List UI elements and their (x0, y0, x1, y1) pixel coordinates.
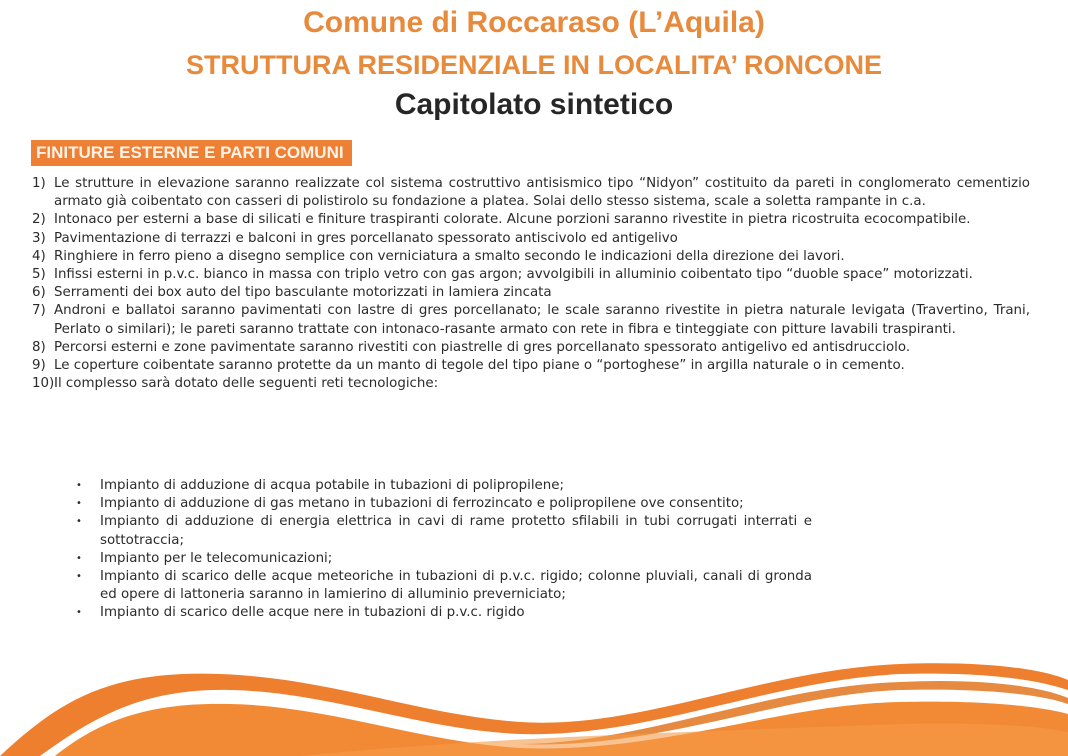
list-item (32, 339, 1030, 357)
document-heading: Capitolato sintetico (394, 88, 674, 121)
bullet-text: Impianto di scarico delle acque meteoriche in tubazioni di p.v.c. rigido; colonne pluviali, canali di gronda ed opere di lattoneria saranno in lamierino di alluminio preverniciato; (100, 569, 812, 603)
item-number: 9) (32, 358, 46, 374)
bullet-icon: • (76, 480, 82, 491)
document-title: Comune di Roccaraso (L’Aquila) (303, 6, 765, 39)
bullet-text: Impianto di adduzione di gas metano in tubazioni di ferrozincato e polipropilene ove consentito; (100, 496, 744, 512)
item-number: 8) (32, 339, 46, 355)
list-item (32, 175, 1030, 211)
item-text: Percorsi esterni e zone pavimentate saranno rivestiti con piastrelle di gres porcellanato spessorato antigelivo ed antisdrucciolo. (54, 339, 911, 355)
item-text: Le coperture coibentate saranno protette da un manto di tegole del tipo piane o “portoghese” in argilla naturale o in cemento. (54, 358, 905, 374)
item-number: 3) (32, 230, 46, 246)
list-item (32, 284, 1030, 302)
item-text: Pavimentazione di terrazzi e balconi in gres porcellanato spessorato antiscivolo ed antigelivo (54, 230, 678, 246)
list-item (32, 302, 1030, 338)
list-item (32, 357, 1030, 375)
item-text: Serramenti dei box auto del tipo basculante motorizzati in lamiera zincata (54, 285, 552, 301)
item-number: 1) (32, 176, 46, 191)
bullet-item (76, 550, 812, 568)
bullet-icon: • (76, 516, 82, 528)
list-item (32, 375, 1030, 393)
bullet-text: Impianto di adduzione di energia elettrica in cavi di rame protetto sfilabili in tubi corrugati interrati e sottotraccia; (100, 514, 812, 548)
technology-networks-list (76, 477, 812, 623)
item-number: 7) (32, 303, 46, 319)
bullet-item (76, 495, 812, 513)
bullet-icon: • (76, 552, 82, 564)
list-item (32, 266, 1030, 284)
item-number: 5) (32, 267, 46, 283)
bullet-text: Impianto di scarico delle acque nere in tubazioni di p.v.c. rigido (100, 605, 525, 621)
list-item (32, 248, 1030, 266)
item-number: 2) (32, 212, 46, 228)
bullet-icon: • (76, 498, 82, 510)
item-number: 4) (32, 248, 46, 264)
bullet-icon: • (76, 607, 82, 619)
item-text: Il complesso sarà dotato delle seguenti reti tecnologiche: (54, 376, 439, 392)
bullet-item (76, 513, 812, 549)
section-heading-badge: FINITURE ESTERNE E PARTI COMUNI (31, 140, 352, 166)
list-item (32, 230, 1030, 248)
item-text: Infissi esterni in p.v.c. bianco in massa con triplo vetro con gas argon; avvolgibili in alluminio coibentato tipo “duoble space” motorizzati. (54, 267, 973, 283)
orange-wave-decoration (0, 640, 1068, 756)
item-number: 10) (32, 376, 55, 392)
bullet-item (76, 477, 812, 495)
item-text: Ringhiere in ferro pieno a disegno semplice con verniciatura a smalto secondo le indicazioni della direzione dei lavori. (54, 248, 845, 264)
item-text: Le strutture in elevazione saranno realizzate col sistema costruttivo antisismico tipo “Nidyon” costituito da pareti in conglomerato cementizio armato già coibentato con casseri di polistirolo su fondazione a platea. Solai dello stesso sistema, scale a soletta rampante in c.a. (54, 176, 1030, 210)
bullet-item (76, 604, 812, 622)
bullet-text: Impianto di adduzione di acqua potabile in tubazioni di polipropilene; (100, 478, 565, 493)
document-subtitle: STRUTTURA RESIDENZIALE IN LOCALITA’ RONCONE (185, 50, 882, 80)
item-text: Androni e ballatoi saranno pavimentati con lastre di gres porcellanato; le scale saranno rivestite in pietra naturale levigata (Travertino, Trani, Perlato o similari); le pareti saranno trattate con intonaco-rasante armato con rete in fibra e tinteggiate con pitture lavabili traspiranti. (54, 303, 1030, 337)
bullet-text: Impianto per le telecomunicazioni; (100, 550, 333, 566)
specification-list (32, 175, 1030, 393)
bullet-icon: • (76, 571, 82, 583)
bullet-item (76, 568, 812, 604)
item-text: Intonaco per esterni a base di silicati e finiture traspiranti colorate. Alcune porzioni saranno rivestite in pietra ricostruita ecocompatibile. (54, 212, 971, 228)
list-item (32, 211, 1030, 229)
item-number: 6) (32, 285, 46, 301)
